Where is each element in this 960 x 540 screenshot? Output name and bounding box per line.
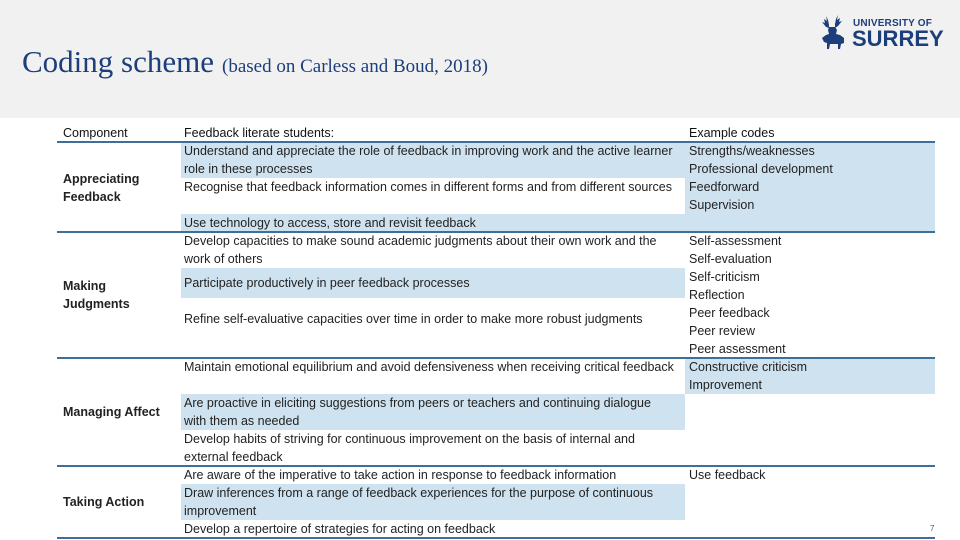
- title-subtitle: (based on Carless and Boud, 2018): [222, 56, 488, 77]
- title-main: Coding scheme: [22, 44, 214, 79]
- column-header-component: Component: [63, 126, 128, 140]
- column-header-codes: Example codes: [689, 126, 775, 140]
- table-cell: Participate productively in peer feedback processes: [184, 276, 470, 290]
- table-cell: Are proactive in eliciting suggestions from peers or teachers and continuing dialogue with them as needed: [184, 396, 651, 428]
- component-making-judgments: Making Judgments: [63, 279, 130, 311]
- code-item: Peer feedback: [689, 306, 770, 320]
- table-cell: Maintain emotional equilibrium and avoid defensiveness when receiving critical feedback: [184, 360, 674, 374]
- table-cell: Recognise that feedback information comes in different forms and from different sources: [184, 180, 672, 194]
- page-number: 7: [930, 524, 935, 533]
- slide-title: [22, 44, 488, 80]
- code-item: Use feedback: [689, 468, 766, 482]
- code-item: Constructive criticism: [689, 360, 808, 374]
- table-cell: Are aware of the imperative to take action in response to feedback information: [184, 468, 617, 482]
- code-item: Peer review: [689, 324, 755, 338]
- table-cell: Refine self-evaluative capacities over time in order to make more robust judgments: [184, 312, 643, 326]
- table-cell: Use technology to access, store and revisit feedback: [184, 216, 476, 230]
- code-item: Peer assessment: [689, 342, 786, 356]
- code-item: Reflection: [689, 288, 745, 302]
- logo-surrey: SURREY: [852, 26, 944, 51]
- code-item: Strengths/weaknesses: [689, 144, 815, 158]
- column-header-students: Feedback literate students:: [184, 126, 335, 140]
- component-managing-affect: Managing Affect: [63, 405, 160, 419]
- code-item: Improvement: [689, 378, 762, 392]
- component-appreciating-feedback: Appreciating Feedback: [63, 172, 140, 204]
- code-item: Supervision: [689, 198, 755, 212]
- stag-icon: [818, 14, 848, 50]
- component-taking-action: Taking Action: [63, 495, 145, 509]
- table-cell: Develop habits of striving for continuous improvement on the basis of internal and external feedback: [184, 432, 635, 464]
- code-item: Self-assessment: [689, 234, 782, 248]
- code-item: Self-criticism: [689, 270, 760, 284]
- table-cell: Understand and appreciate the role of feedback in improving work and the active learner role in these processes: [184, 144, 673, 176]
- slide-header: [0, 0, 960, 118]
- university-logo: [818, 14, 943, 52]
- code-item: Professional development: [689, 162, 833, 176]
- table-cell: Develop capacities to make sound academic judgments about their own work and the work of others: [184, 234, 657, 266]
- code-item: Self-evaluation: [689, 252, 772, 266]
- logo-university-of: UNIVERSITY OF: [853, 18, 933, 29]
- code-item: Feedforward: [689, 180, 760, 194]
- table-cell: Draw inferences from a range of feedback experiences for the purpose of continuous improvement: [184, 486, 654, 518]
- table-cell: Develop a repertoire of strategies for acting on feedback: [184, 522, 496, 536]
